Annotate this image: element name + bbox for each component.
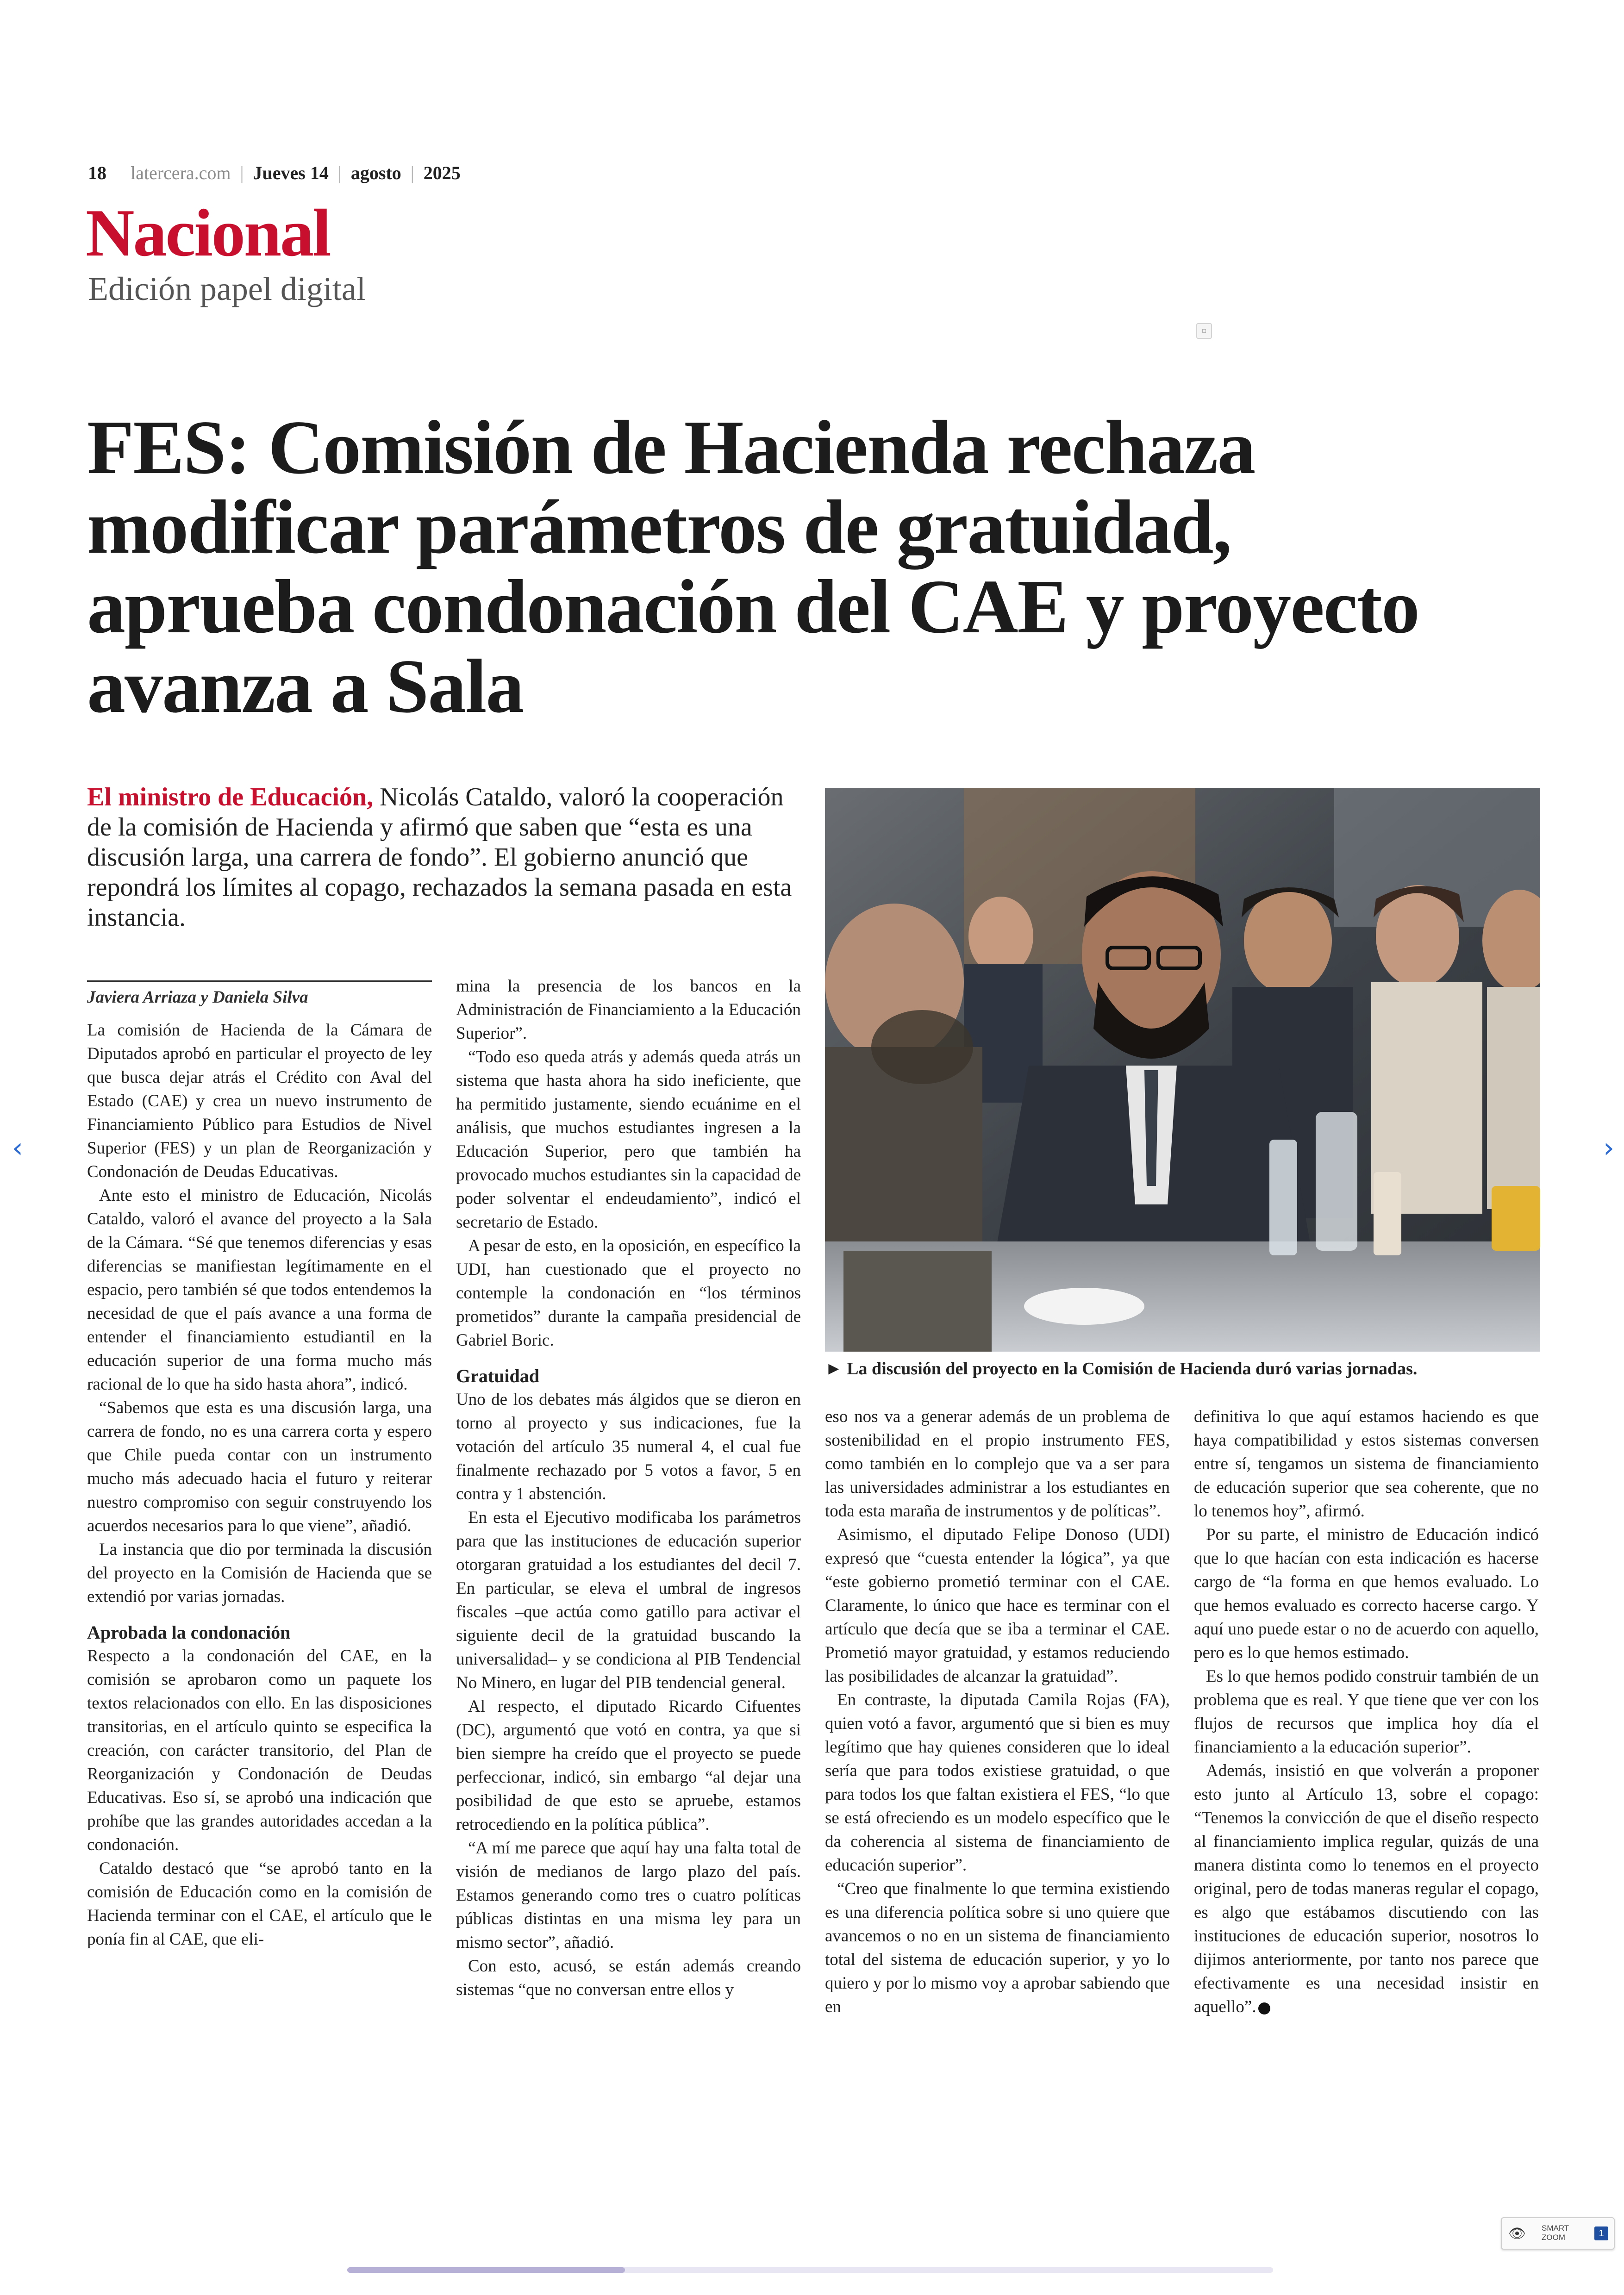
issue-day: Jueves 14 (253, 162, 329, 183)
lead-highlight: El ministro de Educación, (87, 783, 374, 811)
site-name: latercera.com (131, 162, 231, 183)
paragraph: Cataldo destacó que “se aprobó tanto en la comisión de Educación como en la comisión de Hacienda terminar con el CAE, el artículo que le ponía fin al CAE, que eli- (87, 1859, 432, 1949)
divider: | (240, 162, 244, 183)
next-page-button[interactable]: › (1603, 1132, 1614, 1164)
issue-month: agosto (350, 162, 401, 183)
paragraph: Es lo que hemos podido construir también de un problema que es real. Y que tiene que ver con los flujos de recursos que implica hoy día el financiamiento a la educación superior”. (1194, 1667, 1539, 1757)
smart-zoom-button[interactable] (1501, 2217, 1615, 2250)
paragraph: La comisión de Hacienda de la Cámara de Diputados aprobó en particular el proyecto de ley que busca dejar atrás el Crédito con Aval del Estado (CAE) y crea un nuevo instrumento de Financiamiento Público para Estudios de Nivel Superior (FES) y un plan de Reorganización y Condonación de Deudas Educativas. (87, 1021, 432, 1181)
divider: | (337, 162, 342, 183)
headline: FES: Comisión de Hacienda rechaza modificar parámetros de gratuidad, aprueba condonación del CAE y proyecto avanza a Sala (87, 405, 1419, 729)
end-of-article-icon (1258, 2002, 1270, 2014)
lead-text: Nicolás Cataldo, valoró la cooperación de la comisión de Hacienda y afirmó que saben que “esta es una discusión larga, una carrera de fondo”. El gobierno anunció que repondrá los límites al copago, rechazados la semana pasada en esta instancia. (87, 783, 792, 932)
paragraph: Uno de los debates más álgidos que se dieron en torno al proyecto y sus indicaciones, fue la votación del artículo 35 numeral 4, el cual fue finalmente rechazado por 5 votos a favor, 5 en contra y 1 abstención. (456, 1390, 801, 1503)
smart-zoom-label (1542, 2224, 1569, 2242)
masthead (88, 162, 461, 190)
byline: Javiera Arriaza y Daniela Silva (87, 980, 432, 1007)
paragraph: En contraste, la diputada Camila Rojas (FA), quien votó a favor, argumentó que si bien es muy legítimo que hay quienes consideren que lo ideal sería que para todos existiese gratuidad, o que para todos los que faltan existiera el FES, “lo que se está ofreciendo es un modelo específico que le da coherencia al sistema de financiamiento de educación superior”. (825, 1690, 1170, 1875)
paragraph: En esta el Ejecutivo modificaba los parámetros para que las instituciones de educación superior otorgaran gratuidad a los estudiantes del decil 7. En particular, se eleva el umbral de ingresos fiscales –que actúa como gatillo para activar el siguiente decil de la gratuidad buscando la universalidad– y se condiciona al PIB Tendencial No Minero, en lugar del PIB tendencial general. (456, 1508, 801, 1692)
paragraph: Ante esto el ministro de Educación, Nicolás Cataldo, valoró el avance del proyecto a la Sala de la Cámara. “Sé que tenemos diferencias y esas diferencias se manifiestan legítimamente en el espacio, pero también sé que todos entendemos la necesidad de que el país avance a una forma de entender el financiamiento estudiantil en la educación superior de una forma mucho más racional de lo que ha sido hasta ahora”, indicó. (87, 1186, 432, 1394)
paragraph: Por su parte, el ministro de Educación indicó que lo que hacían con esta indicación es hacerse cargo de “la forma en que hemos evaluado. Lo que hemos evaluado es correcto hacerse cargo. Y aquí uno puede estar o no de acuerdo con aquello, pero es lo que hemos estimado. (1194, 1525, 1539, 1662)
paragraph: “Creo que finalmente lo que termina existiendo es una diferencia política sobre si uno quiere que avancemos o no en un sistema de financiamiento total del sistema de educación superior, y yo lo quiero y por lo mismo voy a aprobar sabiendo que en (825, 1879, 1170, 2016)
paragraph: “Sabemos que esta es una discusión larga, una carrera de fondo, no es una carrera corta y espero que Chile pueda contar con un instrumento mucho más adecuado hacia el futuro y reiterar nuestro compromiso con seguir construyendo los acuerdos necesarios para lo que viene”, añadió. (87, 1398, 432, 1535)
paragraph: La instancia que dio por terminada la discusión del proyecto en la Comisión de Hacienda que se extendió por varias jornadas. (87, 1540, 432, 1606)
lead-paragraph (87, 782, 795, 933)
paragraph: definitiva lo que aquí estamos haciendo es que haya compatibilidad y estos sistemas conversen entre sí, tengamos un sistema de financiamiento de educación superior que sea coherente, que no lo tenemos hoy”, afirmó. (1194, 1407, 1539, 1521)
photo-illustration (825, 788, 1540, 1352)
edition-label: Edición papel digital (88, 270, 366, 307)
paragraph: “Todo eso queda atrás y además queda atrás un sistema que hasta ahora ha sido ineficiente, que ha permitido justamente, siendo ecuánime en el análisis, que muchos estudiantes ingresen a la Educación Superior, pero que también ha provocado muchos estudiantes sin la capacidad de poder solventar el endeudamiento”, indicó el secretario de Estado. (456, 1048, 801, 1232)
photo-caption: ► La discusión del proyecto en la Comisión de Hacienda duró varias jornadas. (825, 1359, 1418, 1378)
article-column-3 (825, 1405, 1170, 2019)
subheading: Gratuidad (456, 1366, 540, 1386)
article-column-2 (456, 974, 801, 2002)
scrollbar-thumb[interactable] (347, 2267, 625, 2273)
paragraph: A pesar de esto, en la oposición, en específico la UDI, han cuestionado que el proyecto no contemple la condonación en “los términos prometidos” durante la campaña presidencial de Gabriel Boric. (456, 1236, 801, 1350)
article-photo (825, 788, 1540, 1352)
article-column-4 (1194, 1405, 1539, 2019)
divider: | (410, 162, 414, 183)
smart-zoom-label-line2: ZOOM (1542, 2233, 1565, 2242)
paragraph: Asimismo, el diputado Felipe Donoso (UDI) expresó que “cuesta entender la lógica”, ya que “este gobierno prometió terminar con el CAE. Claramente, lo único que hace es terminar con el artículo que decía que se iba a terminar el CAE. Prometió mayor gratuidad, y estamos reduciendo las posibilidades de alcanzar la gratuidad”. (825, 1525, 1170, 1686)
horizontal-scrollbar[interactable] (347, 2267, 1273, 2273)
smart-zoom-label-line1: SMART (1542, 2224, 1569, 2233)
article-column-1 (87, 1018, 432, 1951)
paragraph (1194, 1759, 1539, 2019)
paragraph: Al respecto, el diputado Ricardo Cifuentes (DC), argumentó que votó en contra, ya que si bien siempre ha creído que el proyecto se puede perfeccionar, indicó, sin embargo “al dejar una posibilidad de que esto se apruebe, estamos retrocediendo en la política pública”. (456, 1697, 801, 1834)
page-number: 18 (88, 162, 106, 183)
issue-year: 2025 (423, 162, 461, 183)
paragraph-text: Además, insistió en que volverán a proponer esto junto al Artículo 13, sobre el copago: “Tenemos la convicción de que el diseño respecto al financiamiento implica regular, quizás de una manera distinta como lo tenemos en el proyecto original, pero de todas maneras regular el copago, es algo que estábamos discutiendo con las instituciones de educación superior, nosotros lo dijimos anteriormente, por tanto nos parece que efectivamente es una necesidad insistir en aquello”. (1194, 1761, 1539, 2016)
paragraph: mina la presencia de los bancos en la Administración de Financiamiento a la Educación Superior”. (456, 977, 801, 1043)
previous-page-button[interactable]: ‹ (12, 1132, 23, 1164)
section-title: Nacional (86, 195, 330, 270)
page-marker-icon: ▫ (1196, 323, 1212, 339)
paragraph: Con esto, acusó, se están además creando sistemas “que no conversan entre ellos y (456, 1957, 801, 1999)
paragraph: Respecto a la condonación del CAE, en la comisión se aprobaron como un paquete los textos relacionados con ello. En las disposiciones transitorias, en el artículo quinto se especifica la creación, con carácter transitorio, del Plan de Reorganización y Condonación de Deudas Educativas. Eso sí, se aprobó una indicación que prohíbe que las grandes autoridades accedan a la condonación. (87, 1646, 432, 1854)
smart-zoom-badge: 1 (1594, 2226, 1608, 2240)
paragraph: eso nos va a generar además de un problema de sostenibilidad en el propio instrumento FES, como también en lo complejo que va a ser para las universidades administrar a los estudiantes en toda esta maraña de instrumentos y de políticas”. (825, 1407, 1170, 1521)
eye-icon: 👁 (1508, 2226, 1526, 2242)
paragraph: “A mí me parece que aquí hay una falta total de visión de medianos de largo plazo del país. Estamos generando como tres o cuatro políticas públicas distintas en una misma ley para un mismo sector”, añadió. (456, 1839, 801, 1952)
subheading: Aprobada la condonación (87, 1622, 291, 1643)
